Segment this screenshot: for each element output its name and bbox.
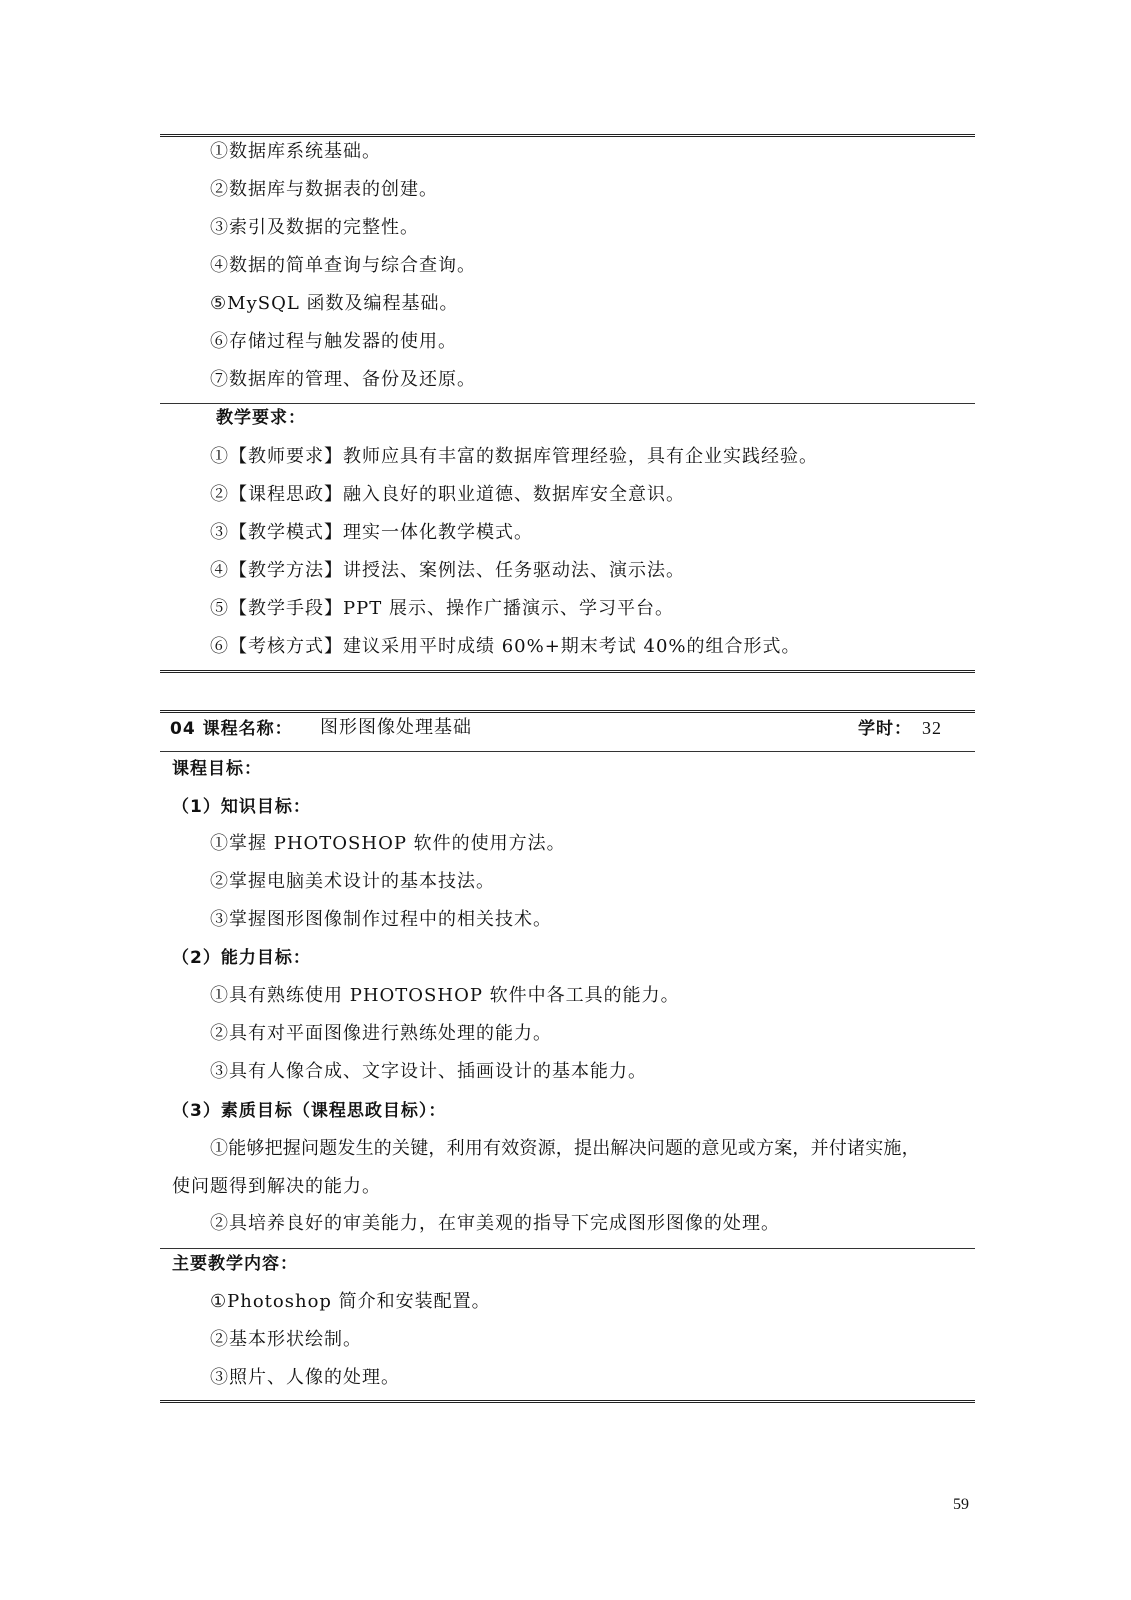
content-item: ②数据库与数据表的创建。: [210, 179, 438, 200]
knowledge-heading: （1）知识目标：: [172, 797, 311, 817]
ability-item: ③具有人像合成、文字设计、插画设计的基本能力。: [210, 1061, 647, 1082]
content-item: ①数据库系统基础。: [210, 141, 381, 162]
content-item: ③索引及数据的完整性。: [210, 217, 419, 238]
knowledge-item: ②掌握电脑美术设计的基本技法。: [210, 871, 495, 892]
knowledge-item: ③掌握图形图像制作过程中的相关技术。: [210, 909, 552, 930]
hours-label: 学时：: [858, 719, 912, 739]
requirement-item: ①【教师要求】教师应具有丰富的数据库管理经验，具有企业实践经验。: [210, 446, 818, 467]
hours-value: 32: [922, 718, 942, 738]
content-item: ⑦数据库的管理、备份及还原。: [210, 369, 476, 390]
content-item: ④数据的简单查询与综合查询。: [210, 255, 476, 276]
content-item: ③照片、人像的处理。: [210, 1367, 400, 1388]
knowledge-item: ①掌握 PHOTOSHOP 软件的使用方法。: [210, 833, 566, 854]
content-item: ②基本形状绘制。: [210, 1329, 362, 1350]
requirement-item: ③【教学模式】理实一体化教学模式。: [210, 522, 533, 543]
ability-item: ①具有熟练使用 PHOTOSHOP 软件中各工具的能力。: [210, 985, 680, 1006]
quality-item: ②具培养良好的审美能力，在审美观的指导下完成图形图像的处理。: [210, 1213, 780, 1234]
ability-heading: （2）能力目标：: [172, 948, 311, 968]
content-heading: 主要教学内容：: [172, 1254, 298, 1274]
course-name-label: 04 课程名称：: [170, 719, 293, 739]
section-divider: [160, 1248, 975, 1249]
requirement-item: ②【课程思政】融入良好的职业道德、数据库安全意识。: [210, 484, 685, 505]
page-number: 59: [953, 1496, 969, 1513]
content-item: ⑤MySQL 函数及编程基础。: [210, 293, 459, 314]
goals-heading: 课程目标：: [172, 759, 262, 779]
course-header-rule: [160, 710, 975, 716]
course-name-value: 图形图像处理基础: [320, 717, 472, 738]
section-divider: [160, 751, 975, 752]
ability-item: ②具有对平面图像进行熟练处理的能力。: [210, 1023, 552, 1044]
requirement-item: ④【教学方法】讲授法、案例法、任务驱动法、演示法。: [210, 560, 685, 581]
requirement-item: ⑥【考核方式】建议采用平时成绩 60%+期末考试 40%的组合形式。: [210, 636, 801, 657]
content-item: ⑥存储过程与触发器的使用。: [210, 331, 457, 352]
block-end-rule: [160, 1400, 975, 1406]
quality-heading: （3）素质目标（课程思政目标）：: [172, 1101, 447, 1121]
requirement-item: ⑤【教学手段】PPT 展示、操作广播演示、学习平台。: [210, 598, 674, 619]
block-end-rule: [160, 670, 975, 676]
content-item: ①Photoshop 简介和安装配置。: [210, 1291, 491, 1312]
section-divider: [160, 403, 975, 404]
requirements-heading: 教学要求：: [216, 408, 306, 428]
quality-item-line: 使问题得到解决的能力。: [172, 1176, 381, 1197]
quality-item-line: ①能够把握问题发生的关键，利用有效资源，提出解决问题的意见或方案，并付诸实施，: [210, 1138, 920, 1159]
